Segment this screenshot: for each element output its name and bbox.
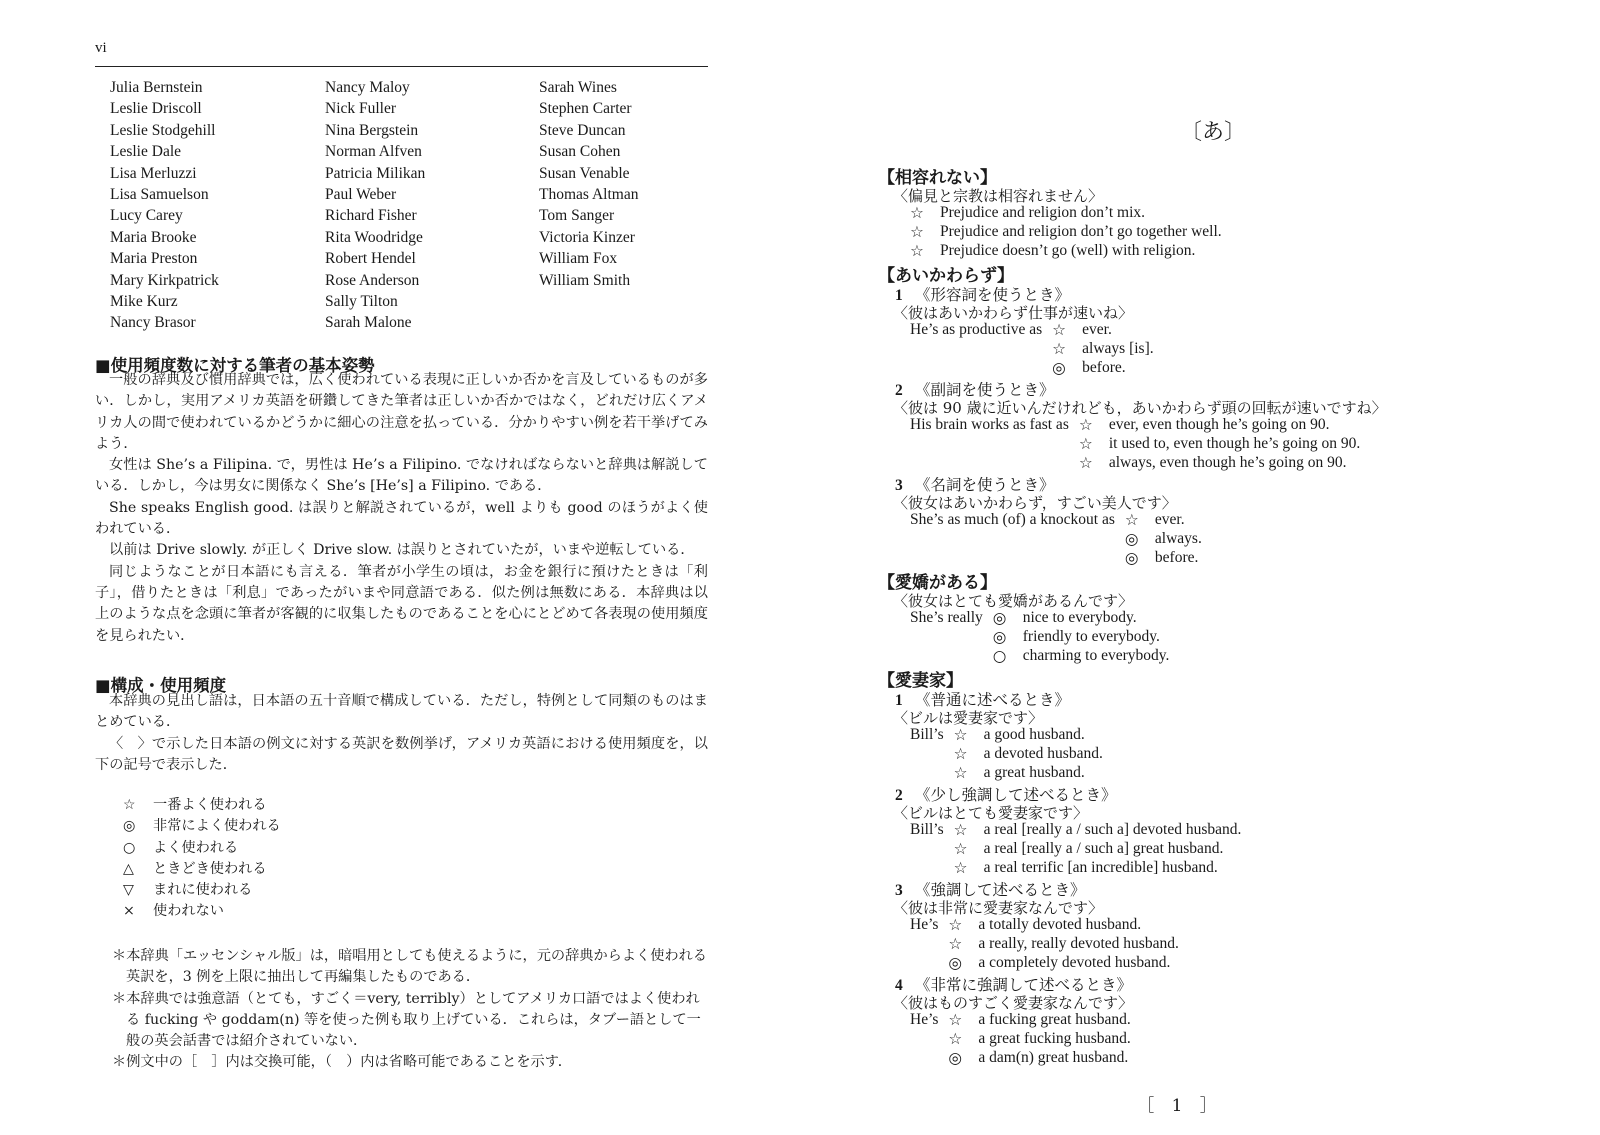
- frequency-symbol: ☆: [1078, 416, 1093, 434]
- frequency-symbol: ☆: [1052, 321, 1067, 339]
- sense-usage-label: 《名詞を使うとき》: [915, 476, 1055, 494]
- contributor-name: Nick Fuller: [325, 100, 397, 118]
- paragraph: 女性は She’s a Filipina. で，男性は He’s a Filipino. でなければならないと辞典は解説している．しかし，今は男女に関係なく She’s [He’s] a Filipino. である．: [95, 457, 708, 495]
- contributor-name: Steve Duncan: [539, 121, 626, 139]
- paragraph: She speaks English good. は誤りと解説されているが，well よりも good のほうがよく使われている．: [95, 499, 708, 538]
- contributor-name: Rose Anderson: [325, 271, 420, 289]
- translation-text: Prejudice and religion don’t mix.: [940, 204, 1146, 221]
- paragraph: 本辞典の見出し語は，日本語の五十音順で構成している．ただし，特例として同類のものはまとめている．: [95, 693, 708, 731]
- contributor-name: Sarah Wines: [539, 79, 617, 96]
- frequency-symbol: ☆: [953, 821, 968, 839]
- legend-label: よく使われる: [153, 839, 239, 856]
- translation-text: a dam(n) great husband.: [978, 1049, 1129, 1066]
- sense-number: 3: [895, 882, 903, 899]
- contributor-name: Sally Tilton: [325, 293, 398, 311]
- contributor-name: Paul Weber: [325, 186, 397, 204]
- contributor-name: Rita Woodridge: [325, 228, 423, 246]
- contributor-name: Leslie Dale: [110, 143, 182, 161]
- example-japanese: 〈彼はものすごく愛妻家なんです〉: [893, 994, 1134, 1012]
- contributor-name: Maria Preston: [110, 250, 198, 268]
- legend-label: 非常によく使われる: [153, 818, 281, 835]
- translation-text: a good husband.: [983, 726, 1085, 743]
- frequency-symbol: ☆: [910, 242, 924, 260]
- contributor-name: Susan Cohen: [539, 143, 621, 161]
- legend-label: まれに使われる: [153, 882, 253, 899]
- translation-prefix: He’s: [910, 1011, 939, 1028]
- translation-text: ever.: [1154, 511, 1185, 528]
- contributor-name: Sarah Malone: [325, 314, 412, 332]
- contributor-name: Stephen Carter: [539, 100, 632, 118]
- frequency-symbol: ☆: [948, 1030, 963, 1048]
- sense-usage-label: 《少し強調して述べるとき》: [915, 786, 1117, 804]
- translation-text: before.: [1154, 549, 1199, 566]
- frequency-symbol: ☆: [953, 840, 968, 858]
- contributor-name: Mary Kirkpatrick: [110, 271, 219, 289]
- contributor-name: Robert Hendel: [325, 250, 416, 268]
- frequency-symbol: ☆: [948, 935, 963, 953]
- paragraph: 一般の辞典及び慣用辞典では，広く使われている表現に正しいか否かを言及しているものが多い．しかし，実用アメリカ英語を研鑽してきた筆者は正しいか否かではなく，どれだけ広くアメリカ人の間で使われているかどうかに細心の注意を払っている．分かりやすい例を若干挙げてみよう．: [95, 372, 708, 452]
- frequency-symbol: ○: [992, 647, 1007, 665]
- legend-symbol: ▽: [123, 882, 134, 899]
- frequency-symbol: ◎: [948, 1049, 962, 1067]
- translation-text: always [is].: [1082, 340, 1154, 357]
- translation-text: Prejudice doesn’t go (well) with religion.: [940, 242, 1196, 259]
- translation-text: a real [really a / such a] great husband.: [983, 840, 1224, 857]
- example-japanese: 〈彼はあいかわらず仕事が速いね〉: [893, 304, 1134, 322]
- translation-prefix: He’s as productive as: [910, 321, 1043, 338]
- translation-text: a really, really devoted husband.: [978, 935, 1179, 952]
- translation-text: a devoted husband.: [983, 745, 1103, 762]
- frequency-symbol: ☆: [953, 745, 968, 763]
- sense-usage-label: 《強調して述べるとき》: [915, 881, 1086, 899]
- names-column-3: [539, 77, 638, 291]
- contributor-name: Lucy Carey: [110, 207, 183, 225]
- frequency-symbol: ◎: [1124, 530, 1139, 548]
- legend-row: [123, 880, 281, 901]
- contributor-name: Leslie Driscoll: [110, 100, 202, 118]
- translation-text: always, even though he’s going on 90.: [1108, 454, 1347, 471]
- translation-text: a fucking great husband.: [978, 1011, 1131, 1028]
- translation-text: a real terrific [an incredible] husband.: [983, 859, 1218, 876]
- contributor-name: Maria Brooke: [110, 228, 197, 246]
- entry-headword: 【愛妻家】: [878, 671, 963, 691]
- frequency-symbol: ◎: [992, 628, 1007, 646]
- names-column-1: [110, 77, 219, 334]
- frequency-symbol: ☆: [948, 916, 963, 934]
- section-heading-structure: ■構成・使用頻度: [95, 676, 227, 695]
- contributor-name: Thomas Altman: [539, 186, 639, 204]
- frequency-symbol: ☆: [1052, 340, 1067, 358]
- frequency-symbol: ☆: [1124, 511, 1139, 529]
- legend-row: [123, 859, 281, 880]
- contributor-name: Patricia Milikan: [325, 164, 426, 182]
- example-japanese: 〈ビルはとても愛妻家です〉: [893, 804, 1089, 822]
- paragraph: 以前は Drive slowly. が正しく Drive slow. は誤りとされていたが，いまや逆転している．: [109, 542, 695, 559]
- contributor-name: William Smith: [539, 271, 631, 289]
- legend-row: [123, 838, 281, 859]
- sense-usage-label: 《普通に述べるとき》: [915, 691, 1071, 709]
- contributor-name: Tom Sanger: [539, 207, 615, 225]
- contributor-name: Susan Venable: [539, 164, 630, 182]
- translation-prefix: Bill’s: [910, 726, 944, 743]
- legend-label: 使われない: [153, 903, 224, 920]
- translation-text: a great fucking husband.: [978, 1030, 1131, 1047]
- footnote: ＊本辞典「エッセンシャル版」は，暗唱用としても使えるように，元の辞典からよく使われる英訳を，3 例を上限に抽出して再編集したものである．: [112, 948, 707, 986]
- sense-number: 1: [895, 692, 903, 709]
- frequency-symbol: ☆: [953, 859, 968, 877]
- section-body-frequency-stance: [95, 370, 708, 647]
- example-japanese: 〈偏見と宗教は相容れません〉: [893, 187, 1104, 205]
- page-number: ［ 1 ］: [1137, 1096, 1223, 1116]
- frequency-symbol: ☆: [948, 1011, 963, 1029]
- footnote: ＊本辞典では強意語（とても，すごく＝very, terribly）としてアメリカ口語ではよく使われる fucking や goddam(n) 等を使った例も取り上げている．これらは，タブー語として一般の英会話書では紹介されていない．: [112, 990, 701, 1050]
- translation-text: a totally devoted husband.: [978, 916, 1142, 933]
- translation-text: friendly to everybody.: [1022, 628, 1160, 645]
- contributor-name: Nancy Maloy: [325, 79, 410, 96]
- section-body-structure: [95, 691, 708, 776]
- sense-number: 3: [895, 477, 903, 494]
- example-japanese: 〈彼女はとても愛嬌があるんです〉: [893, 592, 1134, 610]
- legend-symbol: ☆: [123, 797, 136, 813]
- contributor-name: Norman Alfven: [325, 143, 422, 161]
- right-page: 〔あ〕 【相容れない】 〈偏見と宗教は相容れません〉 ☆ Prejudice and religion don’t mix. ☆ Prejudice and religion don’t go together well. ☆ Prejudice doesn’t go (well) with religion. 【あいかわらず】 1 《形容詞を使うとき》 〈彼はあいかわらず仕事が速いね〉 He’s as productive as ☆ ever. ☆ always [is]. ◎ before. 2 《副詞を使うとき》 〈彼は 90 歳に近いんだけれども，あいかわらず頭の回転が速いですね〉 His brain works as fast as ☆ ever, even though he’s going on 90. ☆ it used to, even though he’s going on 90. ☆ always, even though he’s going on 90. 3 《名詞を使うとき》 〈彼女はあいかわらず，すごい美人です〉 She’s as much (of) a knockout as ☆ ever. ◎ always. ◎ before. 【愛嬌がある】 〈彼女はとても愛嬌があるんです〉 She’s really ◎ nice to everybody. ◎ friendly to everybody. ○ charming to everybody. 【愛妻家】 1 《普通に述べるとき》 〈ビルは愛妻家です〉 Bill’s ☆ a good husband. ☆ a devoted husband. ☆ a great husband. 2 《少し強調して述べるとき》 〈ビルはとても愛妻家です〉 Bill’s ☆ a real [really a / such a] devoted husband. ☆ a real [really a / such a] great husband. ☆ a real terrific [an incredible] husband. 3 《強調して述べるとき》 〈彼は非常に愛妻家なんです〉 He’s ☆ a totally devoted husband. ☆ a really, really devoted husband. ◎ a completely devoted husband. 4 《非常に強調して述べるとき》 〈彼はものすごく愛妻家なんです〉 He’s ☆ a fucking great husband. ☆ a great fucking husband. ◎ a dam(n) great husband. ［ 1 ］: [878, 120, 1387, 1116]
- contributor-name: Victoria Kinzer: [539, 228, 635, 246]
- contributor-name: Nancy Brasor: [110, 314, 196, 332]
- footnote: ＊例文中の［ ］内は交換可能，（ ）内は省略可能であることを示す．: [112, 1054, 572, 1071]
- legend-symbol: ○: [123, 839, 136, 856]
- contributor-name: Nina Bergstein: [325, 121, 419, 139]
- sense-number: 2: [895, 382, 903, 399]
- contributor-name: William Fox: [539, 250, 618, 268]
- example-japanese: 〈彼女はあいかわらず，すごい美人です〉: [893, 494, 1177, 512]
- contributor-name: Julia Bernstein: [110, 79, 203, 96]
- sense-usage-label: 《非常に強調して述べるとき》: [915, 976, 1133, 994]
- translation-text: it used to, even though he’s going on 90.: [1108, 435, 1361, 452]
- translation-prefix: He’s: [910, 916, 939, 933]
- frequency-symbol: ◎: [948, 954, 962, 972]
- left-page: [0, 0, 760, 1135]
- translation-text: ever.: [1082, 321, 1112, 338]
- contributor-name: Mike Kurz: [110, 293, 178, 311]
- legend-symbol: ◎: [123, 818, 136, 835]
- sense-usage-label: 《副詞を使うとき》: [915, 381, 1055, 399]
- frequency-symbol: ☆: [1078, 435, 1093, 453]
- translation-text: Prejudice and religion don’t go together well.: [940, 223, 1222, 240]
- contributor-name: Richard Fisher: [325, 207, 417, 225]
- sense-number: 2: [895, 787, 903, 804]
- legend-row: [123, 795, 281, 816]
- translation-text: charming to everybody.: [1022, 647, 1170, 664]
- translation-prefix: She’s as much (of) a knockout as: [910, 511, 1115, 528]
- translation-text: nice to everybody.: [1022, 609, 1137, 626]
- frequency-symbol: ☆: [910, 223, 924, 241]
- sense-number: 1: [895, 287, 903, 304]
- sense-number: 4: [895, 977, 903, 994]
- frequency-symbol: ◎: [1124, 549, 1139, 567]
- translation-text: a great husband.: [983, 764, 1085, 781]
- sense-usage-label: 《形容詞を使うとき》: [915, 286, 1071, 304]
- legend-row: [123, 816, 281, 837]
- contributor-name: Lisa Samuelson: [110, 186, 209, 204]
- page-label: vi: [95, 40, 107, 56]
- frequency-legend: [123, 795, 281, 923]
- header-rule: [95, 66, 708, 67]
- example-japanese: 〈ビルは愛妻家です〉: [893, 709, 1044, 727]
- frequency-symbol: ☆: [953, 726, 968, 744]
- paragraph: 〈 〉で示した日本語の例文に対する英訳を数例挙げ，アメリカ英語における使用頻度を，以下の記号で表示した．: [95, 735, 708, 773]
- paragraph: 同じようなことが日本語にも言える．筆者が小学生の頃は，お金を銀行に預けたときは「利子」，借りたときは「利息」であったがいまや同意語である．似た例は無数にある．本辞典は以上のような点を念頭に筆者が客観的に収集したものであることを心にとどめて各表現の使用頻度を見られたい．: [95, 563, 708, 644]
- legend-symbol: ×: [123, 903, 135, 920]
- example-japanese: 〈彼は非常に愛妻家なんです〉: [893, 899, 1104, 917]
- section-heading-frequency-stance: ■使用頻度数に対する筆者の基本姿勢: [95, 356, 375, 375]
- legend-symbol: △: [123, 860, 134, 877]
- translation-prefix: She’s really: [910, 609, 983, 626]
- translation-prefix: His brain works as fast as: [910, 416, 1069, 433]
- contributor-name: Leslie Stodgehill: [110, 121, 216, 139]
- example-japanese: 〈彼は 90 歳に近いんだけれども，あいかわらず頭の回転が速いですね〉: [893, 399, 1387, 417]
- translation-text: a real [really a / such a] devoted husband.: [983, 821, 1242, 838]
- entry-headword: 【あいかわらず】: [878, 266, 1014, 286]
- entry-headword: 【相容れない】: [878, 168, 997, 188]
- footnotes: [112, 946, 708, 1074]
- frequency-symbol: ☆: [1078, 454, 1093, 472]
- translation-text: a completely devoted husband.: [978, 954, 1171, 971]
- translation-text: before.: [1082, 359, 1126, 376]
- translation-text: ever, even though he’s going on 90.: [1108, 416, 1330, 433]
- frequency-symbol: ☆: [910, 204, 924, 222]
- frequency-symbol: ◎: [1052, 359, 1066, 377]
- frequency-symbol: ☆: [953, 764, 968, 782]
- entry-headword: 【愛嬌がある】: [878, 573, 997, 593]
- frequency-symbol: ◎: [992, 609, 1007, 627]
- translation-text: always.: [1154, 530, 1202, 547]
- contributor-name: Lisa Merluzzi: [110, 164, 197, 182]
- legend-row: [123, 901, 281, 922]
- legend-label: 一番よく使われる: [153, 797, 267, 813]
- translation-prefix: Bill’s: [910, 821, 944, 838]
- names-column-2: [325, 77, 425, 334]
- legend-label: ときどき使われる: [153, 860, 267, 877]
